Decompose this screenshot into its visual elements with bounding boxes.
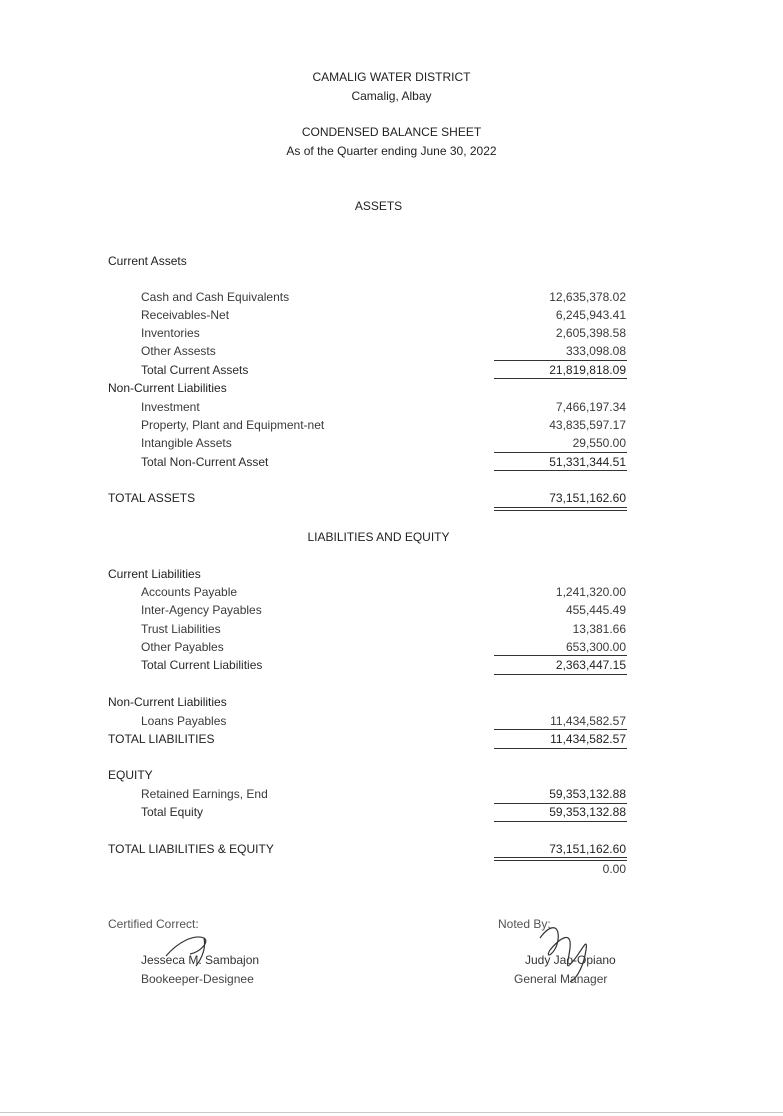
total-rule (494, 748, 627, 749)
line-item (0, 639, 783, 655)
total-equity-value: 59,353,132.88 (549, 805, 626, 819)
document-title: CONDENSED BALANCE SHEET (301, 125, 482, 139)
total-liabilities-row (0, 731, 783, 747)
line-item (0, 621, 783, 637)
line-item (0, 786, 783, 802)
noncurrent-liabilities-label: Non-Current Liabilities (108, 695, 227, 709)
total-value: 21,819,818.09 (549, 363, 626, 377)
line-item-value: 333,098.08 (565, 344, 626, 358)
report-period: As of the Quarter ending June 30, 2022 (286, 144, 497, 158)
line-item (0, 325, 783, 341)
line-item (0, 289, 783, 305)
current-liabilities-label: Current Liabilities (108, 567, 201, 581)
subtotal-rule (494, 360, 627, 361)
total-current-liabilities-row (0, 657, 783, 673)
noncurrent-assets-label: Non-Current Liabilities (108, 381, 227, 395)
grand-total-label: TOTAL LIABILITIES & EQUITY (108, 842, 274, 856)
total-value: 2,363,447.15 (555, 658, 626, 672)
line-item-label: Trust Liabilities (141, 622, 221, 636)
line-item-label: Receivables-Net (141, 308, 230, 322)
total-label: Total Current Liabilities (141, 658, 263, 672)
total-label: Total Current Assets (141, 363, 249, 377)
line-item-value: 1,241,320.00 (555, 585, 626, 599)
total-assets-value: 73,151,162.60 (549, 491, 626, 505)
total-rule (494, 470, 627, 471)
total-liabilities-value: 11,434,582.57 (550, 732, 626, 746)
total-current-assets-row (0, 362, 783, 378)
difference-row (0, 861, 783, 877)
total-liabilities-label: TOTAL LIABILITIES (108, 732, 215, 746)
line-item-label: Property, Plant and Equipment-net (141, 418, 325, 432)
line-item-value: 13,381.66 (572, 622, 626, 636)
noted-caption: Noted By: (498, 917, 551, 931)
line-item-value: 43,835,597.17 (549, 418, 626, 432)
line-item-label: Inventories (141, 326, 200, 340)
total-assets-row (0, 490, 783, 506)
line-item-label: Other Assests (141, 344, 216, 358)
line-item (0, 399, 783, 415)
subtotal-rule (494, 729, 627, 730)
line-item-value: 6,245,943.41 (555, 308, 626, 322)
total-label: Total Non-Current Asset (141, 455, 269, 469)
current-liabilities-header (0, 566, 783, 582)
liabilities-equity-heading: LIABILITIES AND EQUITY (307, 530, 450, 544)
total-value: 51,331,344.51 (549, 455, 626, 469)
certified-title: Bookeeper-Designee (141, 972, 254, 986)
line-item-value: 7,466,197.34 (555, 400, 626, 414)
scan-edge-divider (0, 1112, 783, 1113)
line-item (0, 713, 783, 729)
line-item (0, 417, 783, 433)
grand-total-value: 73,151,162.60 (549, 842, 626, 856)
line-item-value: 2,605,398.58 (555, 326, 626, 340)
subtotal-rule (494, 452, 627, 453)
noncurrent-assets-header (0, 380, 783, 396)
line-item-value: 29,550.00 (572, 436, 626, 450)
line-item (0, 307, 783, 323)
total-equity-label: Total Equity (141, 805, 204, 819)
line-item (0, 602, 783, 618)
double-rule (494, 507, 627, 511)
total-equity-row (0, 804, 783, 820)
line-item-value: 11,434,582.57 (550, 714, 626, 728)
noted-title: General Manager (514, 972, 608, 986)
certified-name: Jesseca M. Sambajon (141, 953, 260, 967)
org-name: CAMALIG WATER DISTRICT (312, 70, 471, 84)
line-item-label: Other Payables (141, 640, 224, 654)
equity-header (0, 767, 783, 783)
line-item-label: Intangible Assets (141, 436, 232, 450)
difference-value: 0.00 (602, 862, 626, 876)
line-item (0, 435, 783, 451)
line-item (0, 343, 783, 359)
subtotal-rule (494, 655, 627, 656)
total-rule (494, 378, 627, 379)
line-item-value: 653,300.00 (565, 640, 626, 654)
line-item-label: Inter-Agency Payables (141, 603, 262, 617)
line-item-value: 455,445.49 (565, 603, 626, 617)
total-rule (494, 821, 627, 822)
line-item-label: Retained Earnings, End (141, 787, 268, 801)
equity-label: EQUITY (108, 768, 153, 782)
line-item-label: Accounts Payable (141, 585, 238, 599)
line-item-label: Loans Payables (141, 714, 227, 728)
line-item-label: Cash and Cash Equivalents (141, 290, 290, 304)
noncurrent-liabilities-header (0, 694, 783, 710)
line-item-value: 59,353,132.88 (549, 787, 626, 801)
certified-caption: Certified Correct: (108, 917, 199, 931)
total-rule (494, 674, 627, 675)
total-assets-label: TOTAL ASSETS (108, 491, 196, 505)
org-location: Camalig, Albay (351, 89, 432, 103)
noted-name: Judy Jao-Opiano (525, 953, 616, 967)
line-item-label: Investment (141, 400, 200, 414)
total-liabilities-equity-row (0, 841, 783, 857)
line-item-value: 12,635,378.02 (549, 290, 626, 304)
current-assets-header (0, 253, 783, 269)
total-noncurrent-assets-row (0, 454, 783, 470)
current-assets-label: Current Assets (108, 254, 187, 268)
assets-heading: ASSETS (354, 199, 403, 213)
line-item (0, 584, 783, 600)
